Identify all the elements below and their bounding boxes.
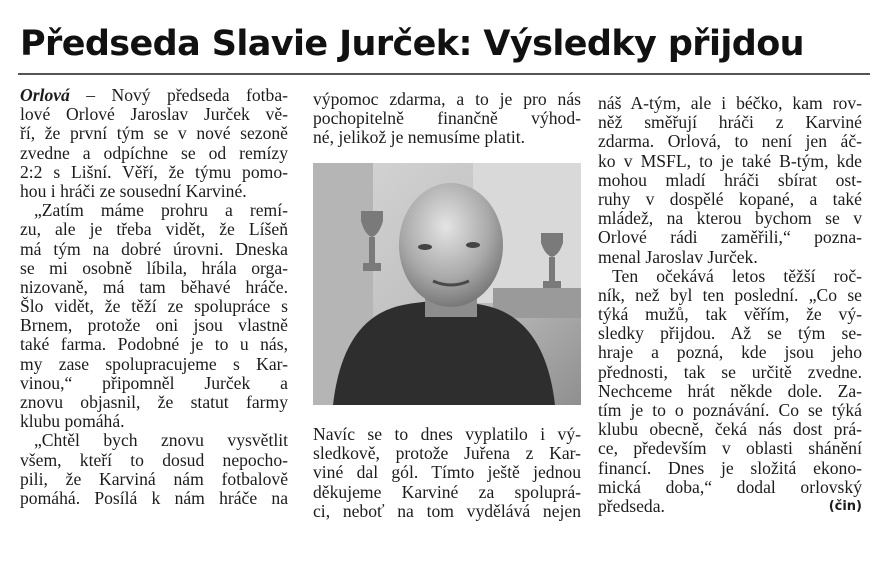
text-line: zu, ale je třeba vidět, že Líšeň [20,219,288,240]
text-line: přednosti, tak se určitě zvedne. [598,361,862,382]
text-line: mická doba,“ dodal orlovský [598,476,862,497]
article-column-2-top [313,90,581,148]
text-line: nizovaně, má tam běhavé hráče. [20,276,288,297]
text-line: ce, především v oblasti shánění [598,438,862,459]
text-line: Navíc se to dnes vyplatilo i vý- [313,424,581,444]
text-line: Nechceme hrát někde dole. Za- [598,380,862,401]
text-line: něž směřují hráči z Karviné [598,112,862,133]
byline: (čin) [828,498,862,514]
dateline: Orlová [20,85,70,105]
text-line: hraje a pozná, kde jsou jeho [598,342,862,363]
text-line: děkujeme Karviné za spoluprá- [313,481,581,502]
text-line: zvedne a odpíchne se od remízy [20,142,288,163]
text-line: „Chtěl bych znovu vysvětlit [34,430,288,451]
text-line: 2:2 s Lišní. Věří, že týmu pomo- [20,161,288,182]
text-line: znovu objasnil, že statut farmy [20,392,288,412]
text-line [20,86,288,105]
headline-rule [18,73,870,75]
text-line: týká mužů, tak věřím, že vý- [598,304,862,325]
article-column-1 [20,86,288,508]
text-line: ci, neboť na tom vydělává nejen [313,500,581,521]
text-line: se mi osobně líbila, hrála orga- [20,257,288,278]
text-line: všem, kteří to dosud nepocho- [20,449,288,470]
article-column-2-bottom [313,425,581,521]
text-line: viné dal gól. Tímto ještě jednou [313,462,581,483]
text-line: hou i hráči ze sousední Karviné. [20,180,247,201]
text-line: klubu obecně, čeká nás dost prá- [598,419,862,440]
text-line-content: předseda. [598,495,665,516]
text-line: má tým na dobré úrovni. Dneska [20,238,288,259]
text-line: menal Jaroslav Jurček. [598,246,758,267]
text-line: náš A-tým, ale i béčko, kam rov- [598,93,862,113]
text-line: mohou mladí hráči sbírat ost- [598,169,862,190]
article-column-3 [598,94,862,516]
text-line: my zase spolupracujeme s Kar- [20,353,288,374]
text-line: ruhy v dospělé kopané, a také [598,188,862,209]
text-line: „Zatím máme prohru a remí- [34,200,288,221]
text-line: mládež, na kterou bychom se v [598,208,862,229]
text-line: pili, že Karviná nám fotbalově [20,468,288,489]
text-line: ník, než byl ten poslední. „Co se [598,284,862,305]
text-line: vinou,“ připomněl Jurček a [20,372,288,393]
text-line: výpomoc zdarma, a to je pro nás [313,89,581,109]
text-line: sledkově, protože Juřena z Kar- [313,443,581,464]
text-line [598,497,862,516]
text-line: né, jelikož je nemusíme platit. [313,127,526,148]
portrait-photo [313,163,581,405]
text-line: pomáhá. Posílá k nám hráče na [20,487,288,508]
text-line: Orlové rádi zaměřili,“ pozna- [598,227,862,248]
text-line: financí. Dnes je složitá ekono- [598,457,862,478]
text-line: také farma. Podobné je to u nás, [20,334,288,355]
text-line: Šlo vidět, že těží ze spolupráce s [20,296,288,317]
text-line: Brnem, protože oni jsou vlastně [20,315,288,336]
text-line: lové Orlové Jaroslav Jurček vě- [20,104,288,125]
text-line: klubu pomáhá. [20,411,125,432]
text-line: pochopitelně finančně výhod- [313,108,581,129]
text-line: ří, že první tým se v nové sezoně [20,123,288,144]
text-line: zdarma. Orlová, to není jen áč- [598,131,862,152]
text-line-content: – Nový předseda fotba- [69,85,288,105]
text-line: Ten očekává letos těžší roč- [612,265,862,286]
text-line: ko v MSFL, to je také B-tým, kde [598,150,862,171]
article-headline: Předseda Slavie Jurček: Výsledky přijdou [20,24,804,64]
text-line: tím je to o poznávání. Co se týká [598,400,862,420]
text-line: sledky přijdou. Až se tým se- [598,323,862,344]
